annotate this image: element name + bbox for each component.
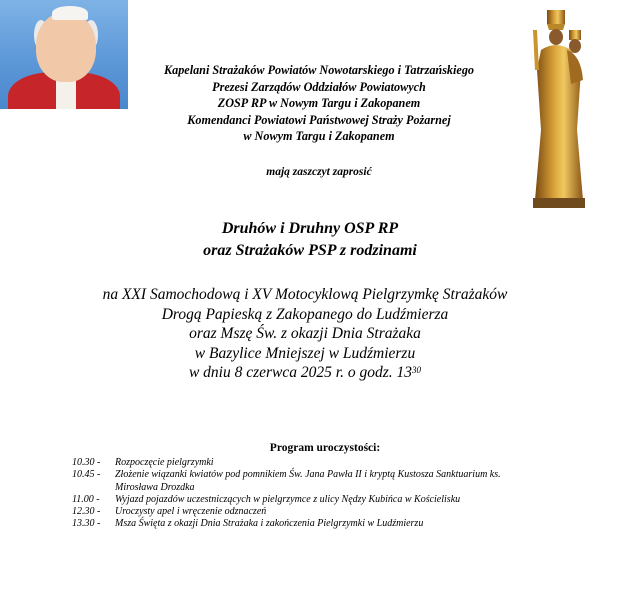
program-time: 10.30 - — [72, 457, 101, 468]
program-list — [72, 457, 592, 531]
pope-photo — [0, 0, 128, 109]
program-item — [72, 482, 592, 494]
program-item — [72, 469, 592, 481]
program-time: 12.30 - — [72, 506, 101, 518]
madonna-statue-image — [527, 10, 591, 210]
program-text: Rozpoczęcie pielgrzymki — [115, 457, 214, 468]
details-date-line — [70, 363, 540, 383]
program-item — [72, 457, 592, 469]
program-text: Msza Święta z okazji Dnia Strażaka i zakończenia Pielgrzymki w Ludźmierzu — [115, 518, 424, 530]
header-line: Komendanci Powiatowi Państwowej Straży Pożarnej — [187, 112, 451, 127]
program-text: Mirosława Drozdka — [115, 481, 195, 493]
guests-line: oraz Strażaków PSP z rodzinami — [203, 242, 417, 259]
program-time — [72, 482, 115, 494]
event-details — [70, 285, 540, 383]
guests-heading — [120, 218, 500, 262]
header-line: Prezesi Zarządów Oddziałów Powiatowych — [212, 79, 426, 94]
program-time: 11.00 - — [72, 493, 100, 505]
header-line: ZOSP RP w Nowym Targu i Zakopanem — [217, 96, 421, 110]
details-line: Drogą Papieską z Zakopanego do Ludźmierza — [161, 305, 449, 323]
guests-line: Druhów i Druhny OSP RP — [221, 220, 399, 237]
invite-text: mają zaszczyt zaprosić — [266, 166, 372, 178]
program-time: 13.30 - — [72, 518, 101, 530]
details-line: na XXI Samochodową i XV Motocyklową Pielgrzymkę Strażaków — [102, 286, 508, 303]
details-line: w Bazylice Mniejszej w Ludźmierzu — [194, 344, 416, 362]
organizers-header — [128, 62, 510, 145]
date-text: w dniu 8 czerwca 2025 r. o godz. 13 — [188, 364, 413, 381]
program-item — [72, 506, 592, 518]
program-item — [72, 518, 592, 530]
program-text: Wyjazd pojazdów uczestniczących w pielgrzymce z ulicy Nędzy Kubińca w Kościelisku — [115, 493, 461, 505]
minutes-superscript: 30 — [412, 365, 422, 375]
header-line: w Nowym Targu i Zakopanem — [243, 129, 395, 143]
program-time: 10.45 - — [72, 469, 101, 481]
header-line: Kapelani Strażaków Powiatów Nowotarskiego i Tatrzańskiego — [163, 63, 475, 77]
program-title: Program uroczystości: — [269, 442, 381, 454]
details-line: oraz Mszę Św. z okazji Dnia Strażaka — [189, 325, 421, 342]
program-text: Uroczysty apel i wręczenie odznaczeń — [115, 506, 267, 518]
program-text: Złożenie wiązanki kwiatów pod pomnikiem Św. Jana Pawła II i kryptą Kustosza Sanktuarium ks. — [115, 469, 501, 481]
program-item — [72, 494, 592, 506]
